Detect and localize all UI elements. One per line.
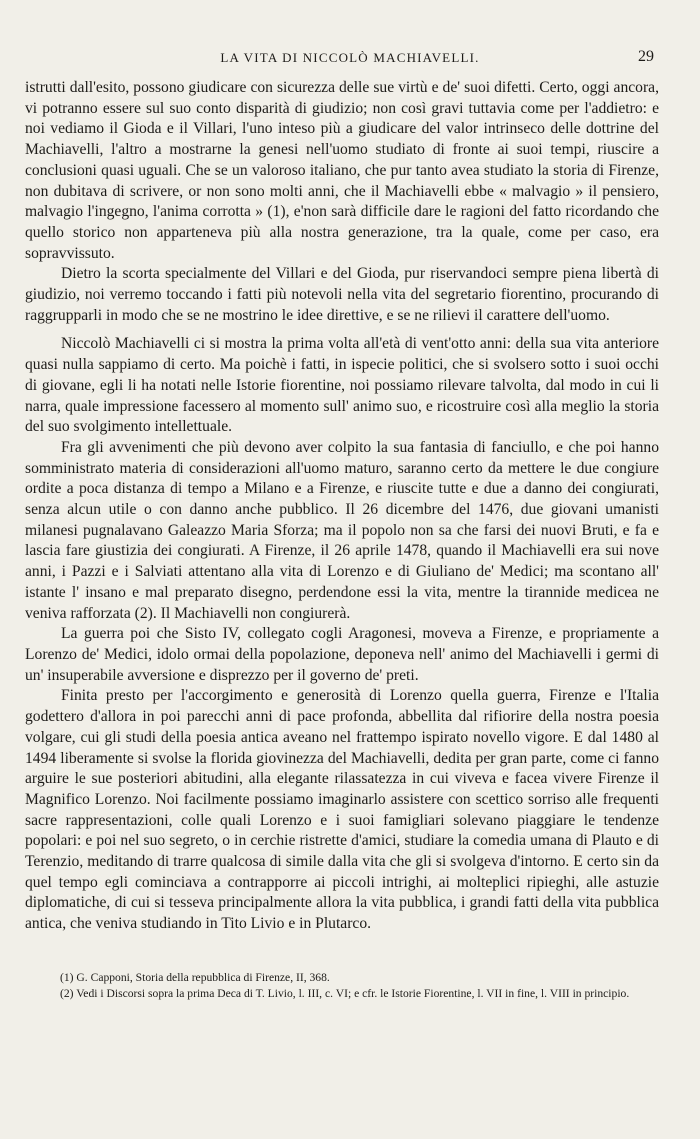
footnote: (2) Vedi i Discorsi sopra la prima Deca di T. Livio, l. III, c. VI; e cfr. le Istorie Fiorentine, l. VII in fine, l. VIII in principio. [60, 987, 630, 1000]
main-text [25, 78, 659, 935]
page-number: 29 [638, 48, 654, 65]
paragraph: istrutti dall'esito, possono giudicare con sicurezza delle sue virtù e de' suoi difetti. Certo, oggi ancora, vi potranno essere sul suo conto disparità di giudizio; non così gravi tuttavia come per l'addietro: e noi vediamo il Gioda e il Villari, l'uno inteso più a giudicare del valor intrinseco delle dottrine del Machiavelli, l'altro a mostrarne la genesi nell'uomo studiato di fronte ai suoi tempi, riuscire a conclusioni quasi uguali. Che se un valoroso italiano, che pur tanto avea studiato la storia di Firenze, non dubitava di scrivere, or non sono molti anni, che il Machiavelli ebbe « malvagio » il pensiero, malvagio l'ingegno, l'anima corrotta » (1), e'non sarà difficile dare le ragioni del fatto ricordando che quello storico non apparteneva più alla nostra generazione, tra la quale, come per caso, era sopravvissuto. [25, 79, 659, 262]
running-title: LA VITA DI NICCOLÒ MACHIAVELLI. [220, 50, 480, 65]
footnotes [30, 970, 658, 1002]
footnote: (1) G. Capponi, Storia della repubblica di Firenze, II, 368. [60, 971, 330, 984]
paragraph: Finita presto per l'accorgimento e generosità di Lorenzo quella guerra, Firenze e l'Italia godettero d'allora in poi parecchi anni di pace profonda, abbellita dal rifiorire della nostra poesia volgare, cui gli studi della poesia antica aveano nel frattempo ispirato novello vigore. E dal 1480 al 1494 liberamente si svolse la florida giovinezza del Machiavelli, dedita per gran parte, come ci fanno arguire le sue posteriori abitudini, alla elegante rilassatezza in cui viveva e facea vivere Firenze il Magnifico Lorenzo. Noi facilmente possiamo imaginarlo assistere con scettico sorriso alle frequenti sacre rappresentazioni, colle quali Lorenzo e i suoi famigliari solevano piaggiare le tendenze popolari: e poi nel suo segreto, o in cerchie ristrette d'amici, studiare la comedia umana di Plauto e di Terenzio, meditando di trarre qualcosa di simile dalla vita che gli si svolgeva d'intorno. E certo sin da quel tempo egli cominciava a contrapporre ai piccoli intrighi, ai molteplici ripieghi, alle astuzie diplomatiche, di cui si tesseva principalmente allora la vita pubblica, i grandi fatti della vita pubblica antica, che veniva studiando in Tito Livio e in Plutarco. [25, 687, 659, 933]
paragraph: La guerra poi che Sisto IV, collegato cogli Aragonesi, moveva a Firenze, e propriamente a Lorenzo de' Medici, idolo ormai della popolazione, deponeva nell' animo del Machiavelli i germi di un' insuperabile avversione e disprezzo per il governo de' preti. [25, 625, 659, 684]
paragraph: Niccolò Machiavelli ci si mostra la prima volta all'età di vent'otto anni: della sua vita anteriore quasi nulla sappiamo di certo. Ma poichè i fatti, in ispecie politici, che si svolsero sotto i suoi occhi di giovane, egli li ha notati nelle Istorie fiorentine, noi possiamo rilevare talvolta, dal modo in cui li narra, quale impressione facessero al momento sull' animo suo, e ricostruire così alla meglio la storia del suo svolgimento intellettuale. [25, 335, 659, 436]
paragraph: Dietro la scorta specialmente del Villari e del Gioda, pur riservandoci sempre piena libertà di giudizio, noi verremo toccando i fatti più notevoli nella vita del segretario fiorentino, procurando di raggrupparli in modo che se ne mostrino le idee direttive, e se ne rilievi il carattere dell'uomo. [25, 265, 659, 324]
page-header [0, 50, 700, 70]
paragraph: Fra gli avvenimenti che più devono aver colpito la sua fantasia di fanciullo, e che poi hanno somministrato materia di considerazioni all'uomo maturo, saranno certo da mettere le due congiure ordite a poca distanza di tempo a Milano e a Firenze, e riuscite tutte e due a danno dei congiurati, senza alcun utile o con danno anche pubblico. Il 26 dicembre del 1476, due giovani umanisti milanesi pugnalavano Galeazzo Maria Sforza; ma il popolo non sa che farsi dei nuovi Bruti, e fa e lascia fare giustizia dei congiurati. A Firenze, il 26 aprile 1478, quando il Machiavelli era sui nove anni, i Pazzi e i Salviati attentano alla vita di Lorenzo e di Giuliano de' Medici; ma scontano all' istante l' insano e mal preparato disegno, perdendone essi la vita, mentre la tirannide medicea ne veniva rafforzata (2). Il Machiavelli non congiurerà. [25, 438, 659, 622]
